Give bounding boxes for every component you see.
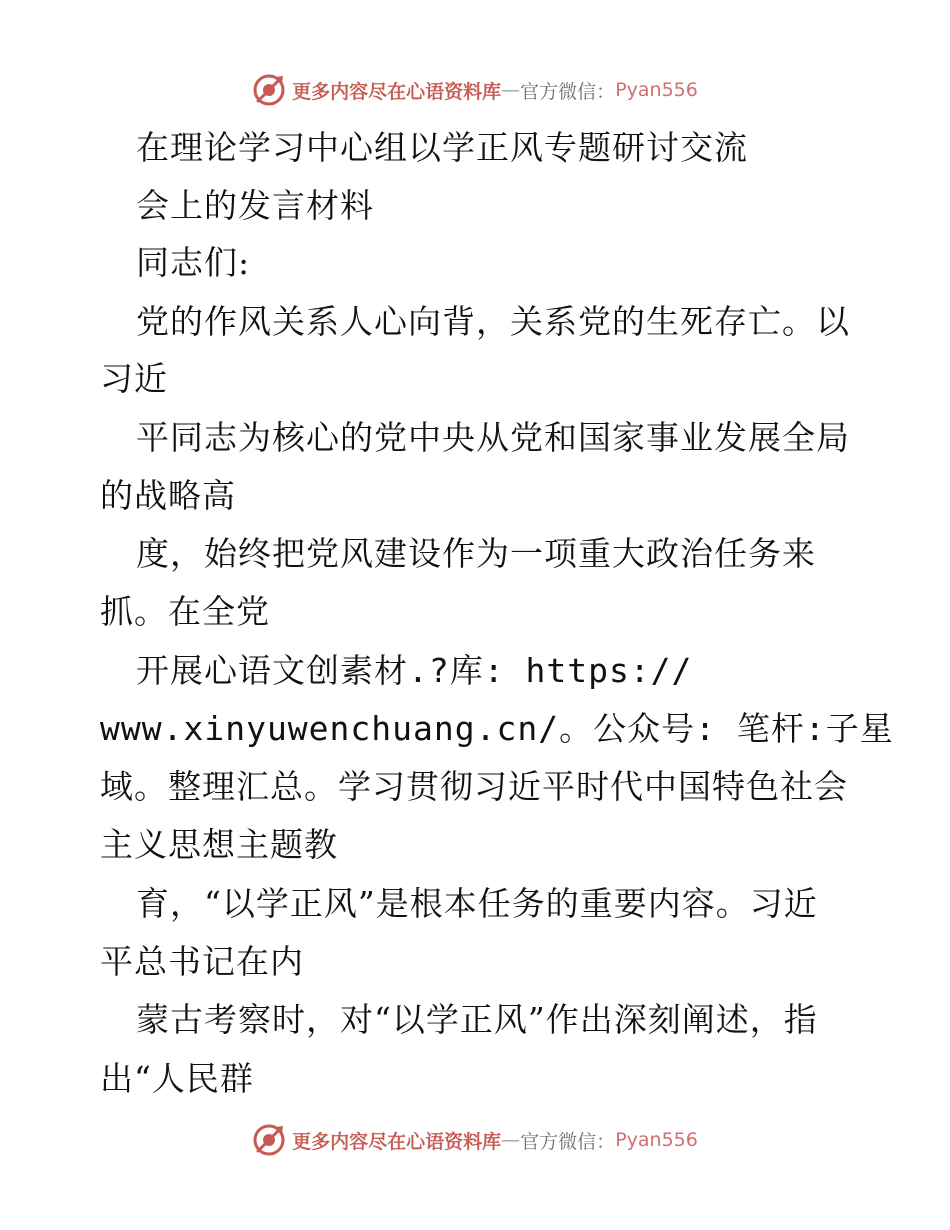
text-line: 度，始终把党风建设作为一项重大政治任务来 xyxy=(136,534,816,573)
text-line: 的战略高 xyxy=(100,476,236,515)
title-line-1: 在理论学习中心组以学正风专题研讨交流 xyxy=(136,128,748,167)
text-line-url: www.xinyuwenchuang.cn/。公众号: 笔杆:子星 xyxy=(100,709,894,748)
watermark-main: 更多内容尽在心语资料库 xyxy=(292,1130,502,1153)
watermark-wechat-id: Pyan556 xyxy=(615,79,698,101)
text-line: 育，“以学正风”是根本任务的重要内容。习近 xyxy=(136,884,818,923)
salutation: 同志们: xyxy=(136,243,251,282)
text-line: 蒙古考察时，对“以学正风”作出深刻阐述，指 xyxy=(136,1000,818,1039)
text-line: 出“人民群 xyxy=(100,1059,254,1098)
quill-seal-icon xyxy=(252,1123,286,1157)
watermark-label: 官方微信： xyxy=(520,80,616,103)
watermark-label: 官方微信： xyxy=(520,1130,616,1153)
watermark-separator: — xyxy=(501,79,521,101)
watermark-separator: — xyxy=(501,1129,521,1151)
text-line: 党的作风关系人心向背，关系党的生死存亡。以 xyxy=(136,302,850,341)
footer-watermark xyxy=(0,1120,950,1160)
text-line: 域。整理汇总。学习贯彻习近平时代中国特色社会 xyxy=(100,767,848,806)
watermark-text xyxy=(292,1127,698,1154)
watermark-wechat-id: Pyan556 xyxy=(615,1129,698,1151)
title-line-2: 会上的发言材料 xyxy=(136,186,374,225)
text-line: 平总书记在内 xyxy=(100,942,304,981)
text-line: 习近 xyxy=(100,359,168,398)
text-line: 平同志为核心的党中央从党和国家事业发展全局 xyxy=(136,418,850,457)
text-line: 开展心语文创素材.?库: https:// xyxy=(136,651,693,690)
text-line: 抓。在全党 xyxy=(100,592,270,631)
watermark-main: 更多内容尽在心语资料库 xyxy=(292,80,502,103)
text-line: 主义思想主题教 xyxy=(100,825,338,864)
